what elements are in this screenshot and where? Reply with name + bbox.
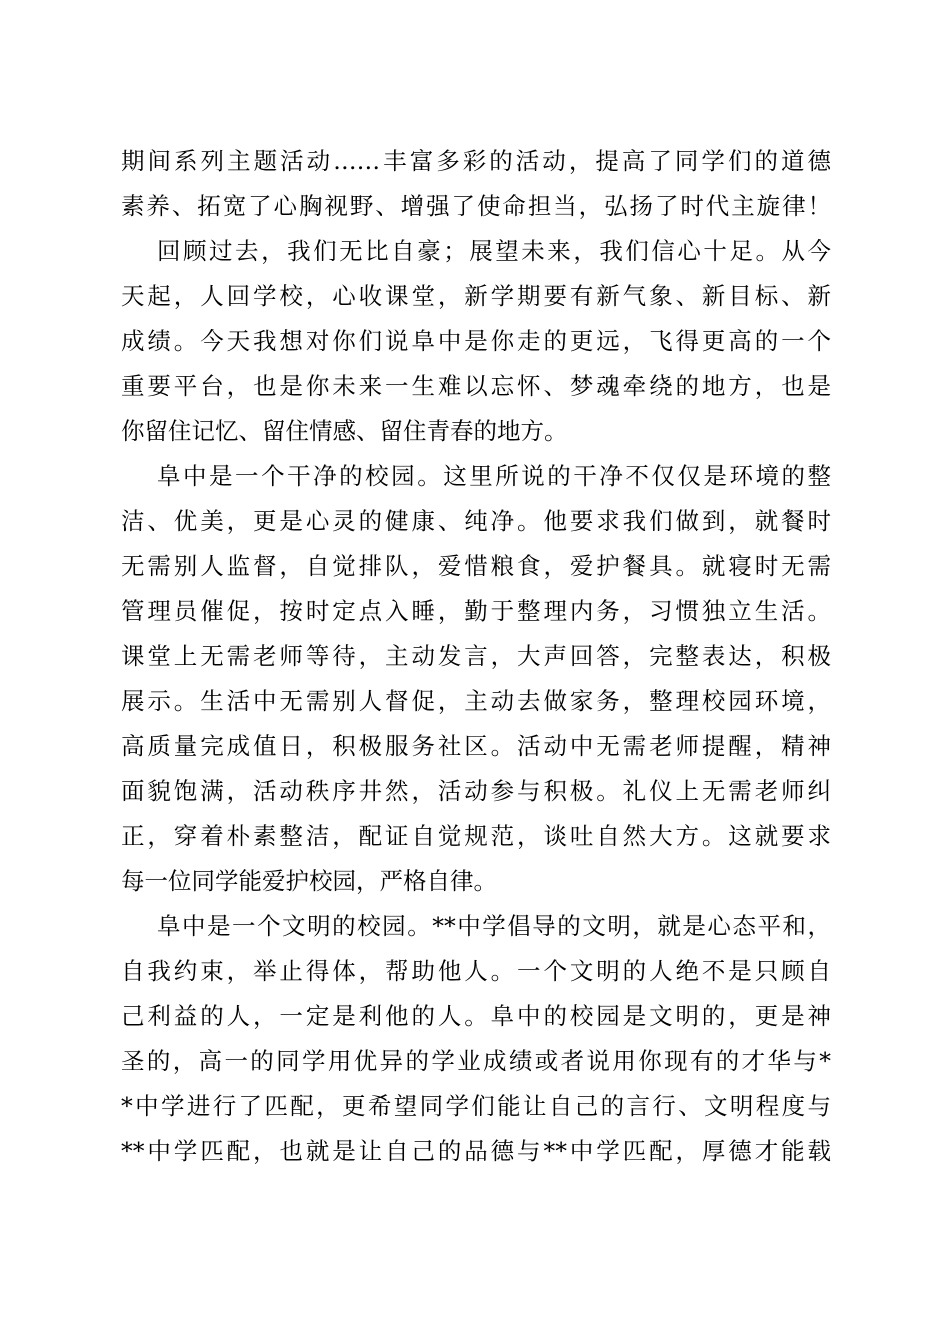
text-line: 洁、优美，更是心灵的健康、纯净。他要求我们做到，就餐时: [121, 507, 831, 535]
text-line: 面貌饱满，活动秩序井然，活动参与积极。礼仪上无需老师纠: [121, 777, 831, 805]
text-line: 重要平台，也是你未来一生难以忘怀、梦魂牵绕的地方，也是: [121, 372, 831, 400]
text-line: 你留住记忆、留住情感、留住青春的地方。: [121, 417, 568, 445]
text-line: 天起，人回学校，心收课堂，新学期要有新气象、新目标、新: [121, 282, 831, 310]
text-line: 高质量完成值日，积极服务社区。活动中无需老师提醒，精神: [121, 732, 831, 760]
text-line: 展示。生活中无需别人督促，主动去做家务，整理校园环境，: [121, 687, 831, 715]
text-line: 无需别人监督，自觉排队，爱惜粮食，爱护餐具。就寝时无需: [121, 552, 831, 580]
text-line: 正，穿着朴素整洁，配证自觉规范，谈吐自然大方。这就要求: [121, 822, 831, 850]
text-line: 素养、拓宽了心胸视野、增强了使命担当，弘扬了时代主旋律！: [121, 192, 831, 220]
text-line: 每一位同学能爱护校园，严格自律。: [121, 867, 497, 895]
text-line: 成绩。今天我想对你们说阜中是你走的更远，飞得更高的一个: [121, 327, 831, 355]
text-line: 自我约束，举止得体，帮助他人。一个文明的人绝不是只顾自: [121, 957, 831, 985]
paragraph-first-line: 回顾过去，我们无比自豪；展望未来，我们信心十足。从今: [157, 237, 831, 265]
text-line: *中学进行了匹配，更希望同学们能让自己的言行、文明程度与: [121, 1092, 831, 1120]
text-line: 课堂上无需老师等待，主动发言，大声回答，完整表达，积极: [121, 642, 831, 670]
document-body: [121, 143, 831, 1178]
text-line: **中学匹配，也就是让自己的品德与**中学匹配，厚德才能载: [121, 1137, 831, 1165]
paragraph-first-line: 阜中是一个干净的校园。这里所说的干净不仅仅是环境的整: [157, 462, 831, 490]
text-line: 期间系列主题活动……丰富多彩的活动，提高了同学们的道德: [121, 147, 831, 175]
text-line: 己利益的人，一定是利他的人。阜中的校园是文明的，更是神: [121, 1002, 831, 1030]
paragraph-first-line: 阜中是一个文明的校园。**中学倡导的文明，就是心态平和，: [157, 912, 831, 940]
text-line: 管理员催促，按时定点入睡，勤于整理内务，习惯独立生活。: [121, 597, 831, 625]
text-line: 圣的，高一的同学用优异的学业成绩或者说用你现有的才华与*: [121, 1047, 831, 1075]
